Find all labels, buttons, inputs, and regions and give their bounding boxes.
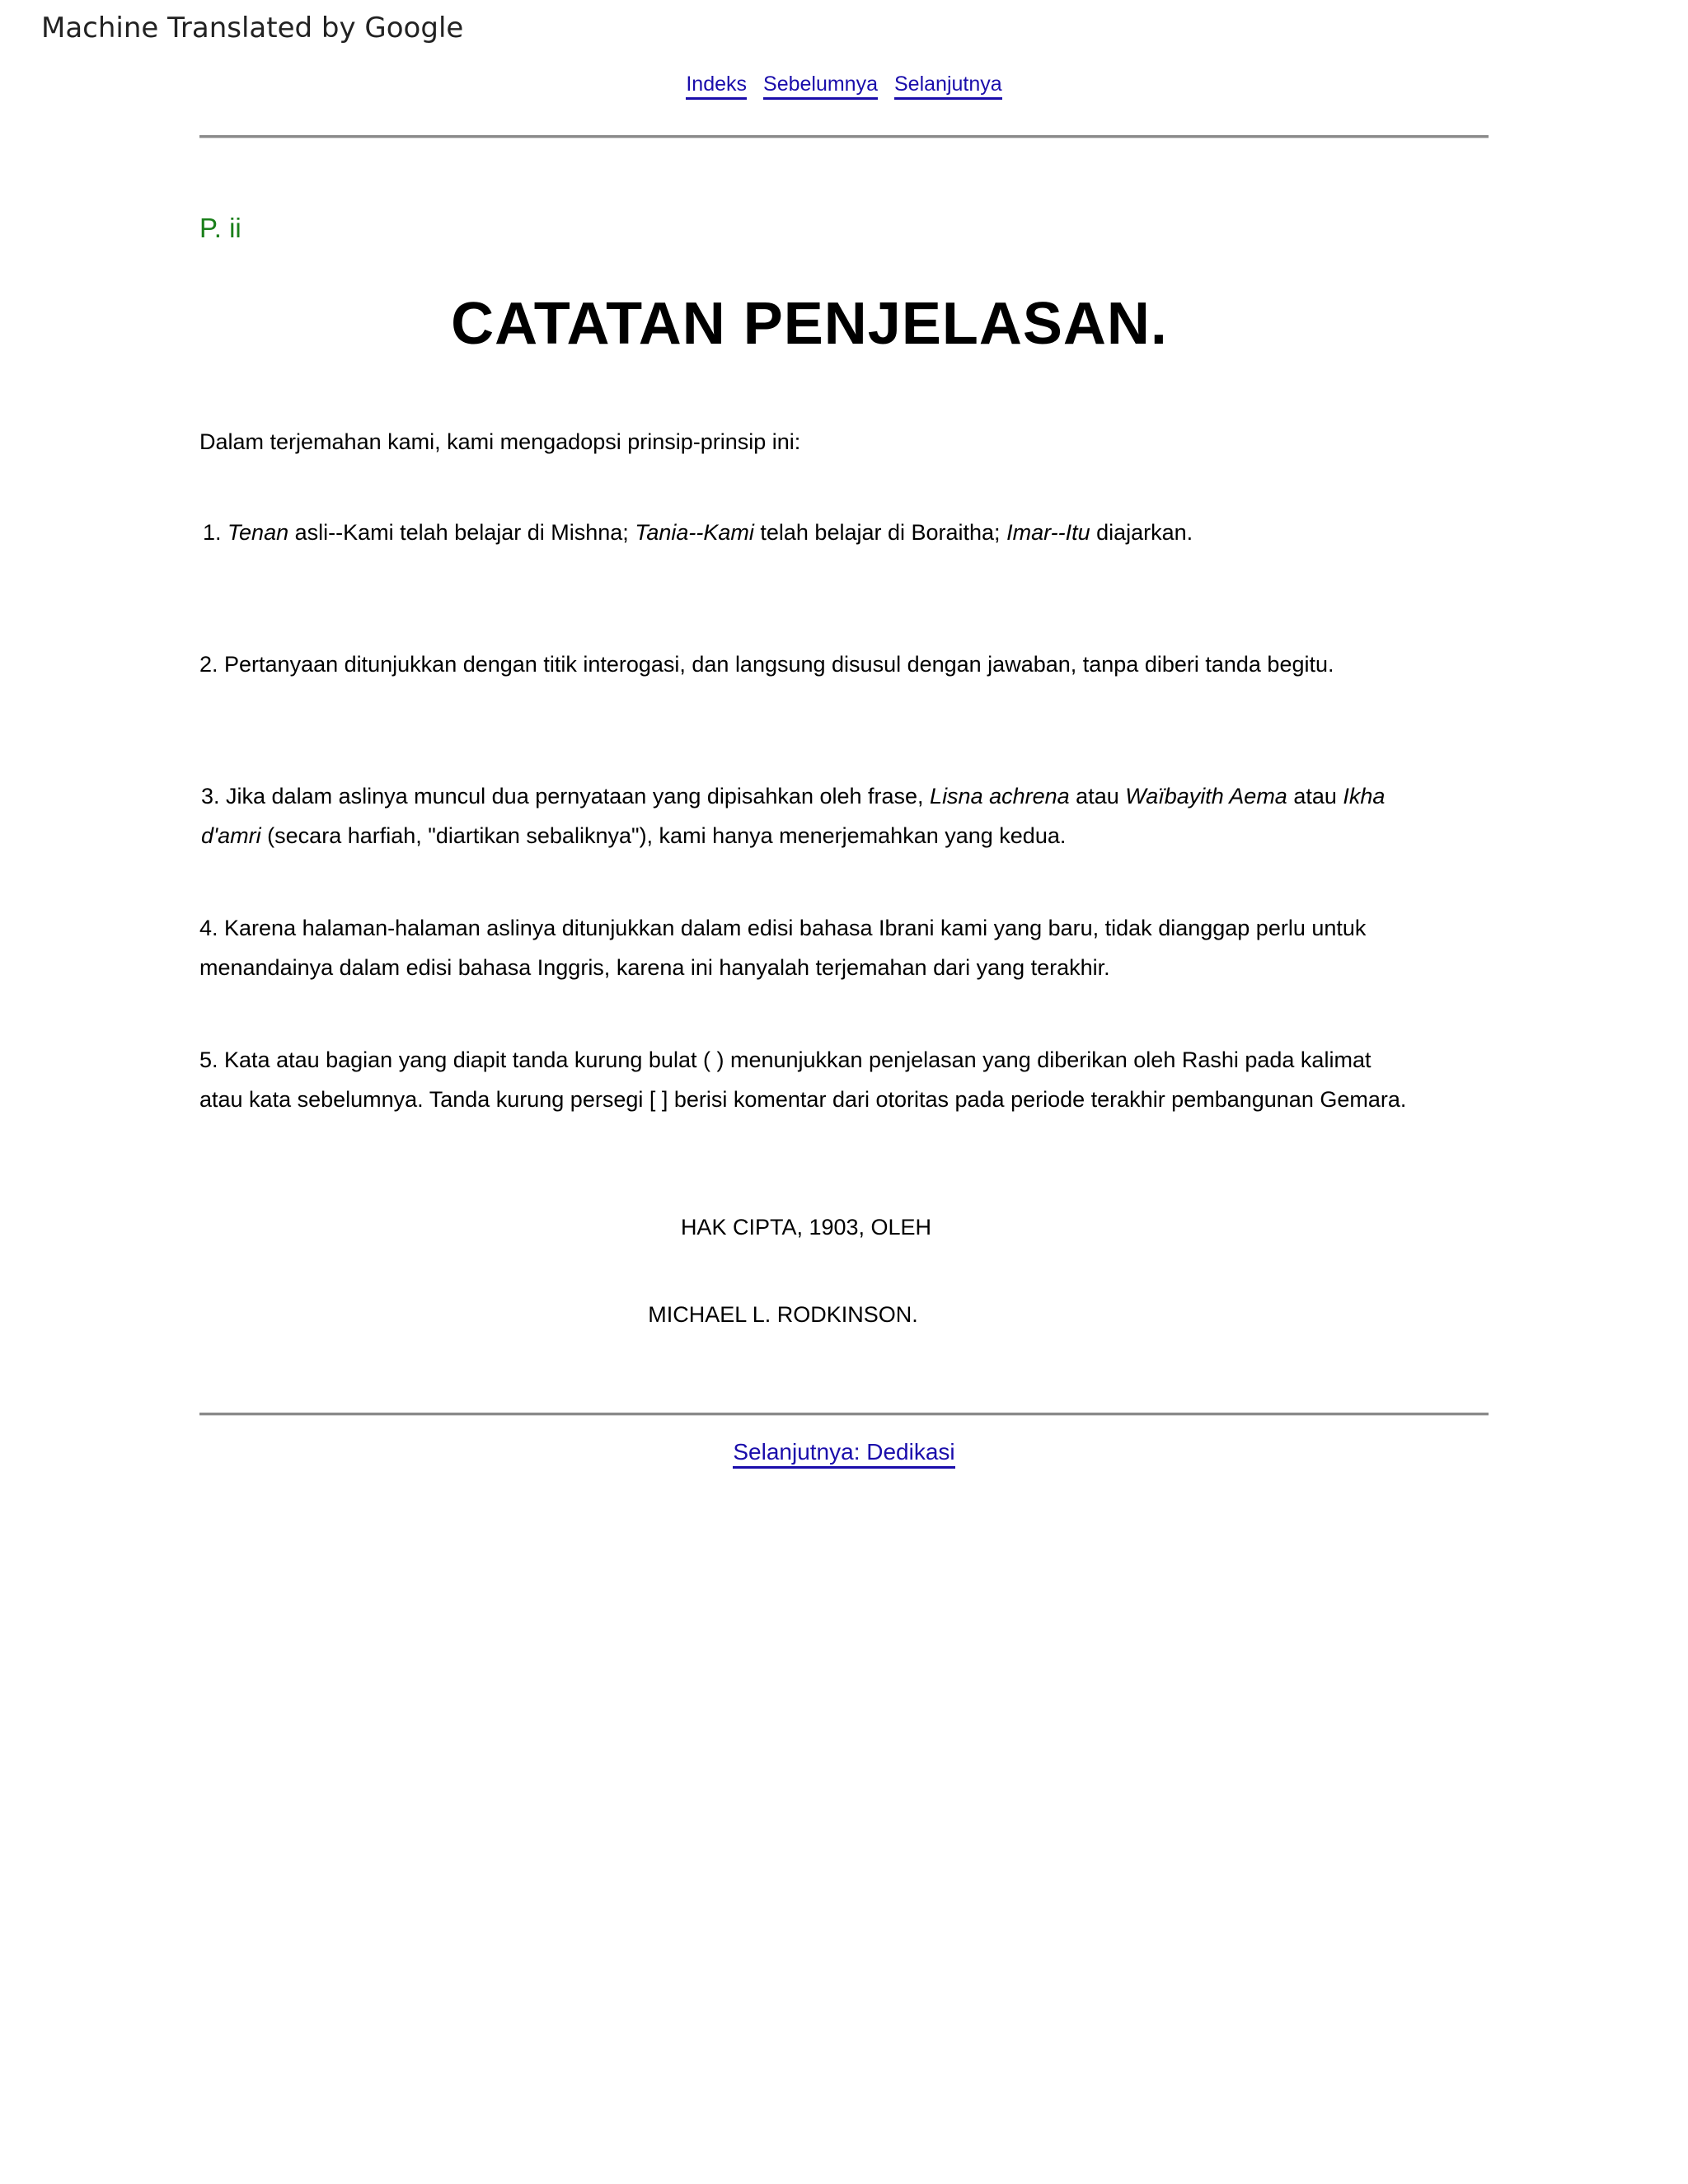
item1-text-2: telah belajar di Boraitha; xyxy=(753,520,1007,545)
item3-text-1: 3. Jika dalam aslinya muncul dua pernyataan yang dipisahkan oleh frase, xyxy=(201,784,931,808)
bottom-divider xyxy=(199,1413,1489,1416)
copyright-line: HAK CIPTA, 1903, OLEH xyxy=(680,1215,932,1240)
index-link[interactable]: Indeks xyxy=(686,73,747,100)
item3-text-3: atau xyxy=(1287,784,1343,808)
item1-text-3: diajarkan. xyxy=(1090,520,1193,545)
item3-term-lisna-achrena: Lisna achrena xyxy=(930,784,1070,808)
author-name: MICHAEL L. RODKINSON. xyxy=(648,1302,918,1327)
principle-item-3 xyxy=(201,776,1421,855)
item1-term-imar: Imar--Itu xyxy=(1006,520,1090,545)
next-link[interactable]: Selanjutnya xyxy=(894,73,1002,100)
page-number: P. ii xyxy=(199,213,241,243)
top-divider xyxy=(199,135,1489,138)
previous-link[interactable]: Sebelumnya xyxy=(763,73,878,100)
principle-item-4: 4. Karena halaman-halaman aslinya ditunjukkan dalam edisi bahasa Ibrani kami yang baru, tidak dianggap perlu untuk menandainya dalam edisi bahasa Inggris, karena ini hanyalah terjemahan dari yang terakhir. xyxy=(199,916,1367,980)
principle-item-2: 2. Pertanyaan ditunjukkan dengan titik interogasi, dan langsung disusul dengan jawaban, tanpa diberi tanda begitu. xyxy=(199,652,1334,677)
page-title: CATATAN PENJELASAN. xyxy=(451,291,1168,357)
principle-item-5: 5. Kata atau bagian yang diapit tanda kurung bulat ( ) menunjukkan penjelasan yang diberikan oleh Rashi pada kalimat atau kata sebelumnya. Tanda kurung persegi [ ] berisi komentar dari otoritas pada periode terakhir pembangunan Gemara. xyxy=(199,1047,1407,1112)
bottom-navigation xyxy=(0,1439,1688,1465)
item1-term-tenan: Tenan xyxy=(227,520,289,545)
item3-term-ikha-damri: Ikha d'amri xyxy=(201,784,1386,848)
item3-term-waibayith-aema: Waïbayith Aema xyxy=(1125,784,1287,808)
top-navigation xyxy=(0,73,1688,96)
item1-text-1: asli--Kami telah belajar di Mishna; xyxy=(288,520,635,545)
principle-item-1 xyxy=(203,513,1423,552)
item1-term-tania: Tania--Kami xyxy=(635,520,754,545)
intro-paragraph: Dalam terjemahan kami, kami mengadopsi prinsip-prinsip ini: xyxy=(199,429,801,454)
item1-prefix: 1. xyxy=(203,520,228,545)
machine-translation-banner: Machine Translated by Google xyxy=(41,12,464,45)
item3-text-2: atau xyxy=(1069,784,1126,808)
next-dedication-link[interactable]: Selanjutnya: Dedikasi xyxy=(733,1439,954,1469)
item3-text-4: (secara harfiah, "diartikan sebaliknya"), kami hanya menerjemahkan yang kedua. xyxy=(260,823,1067,848)
